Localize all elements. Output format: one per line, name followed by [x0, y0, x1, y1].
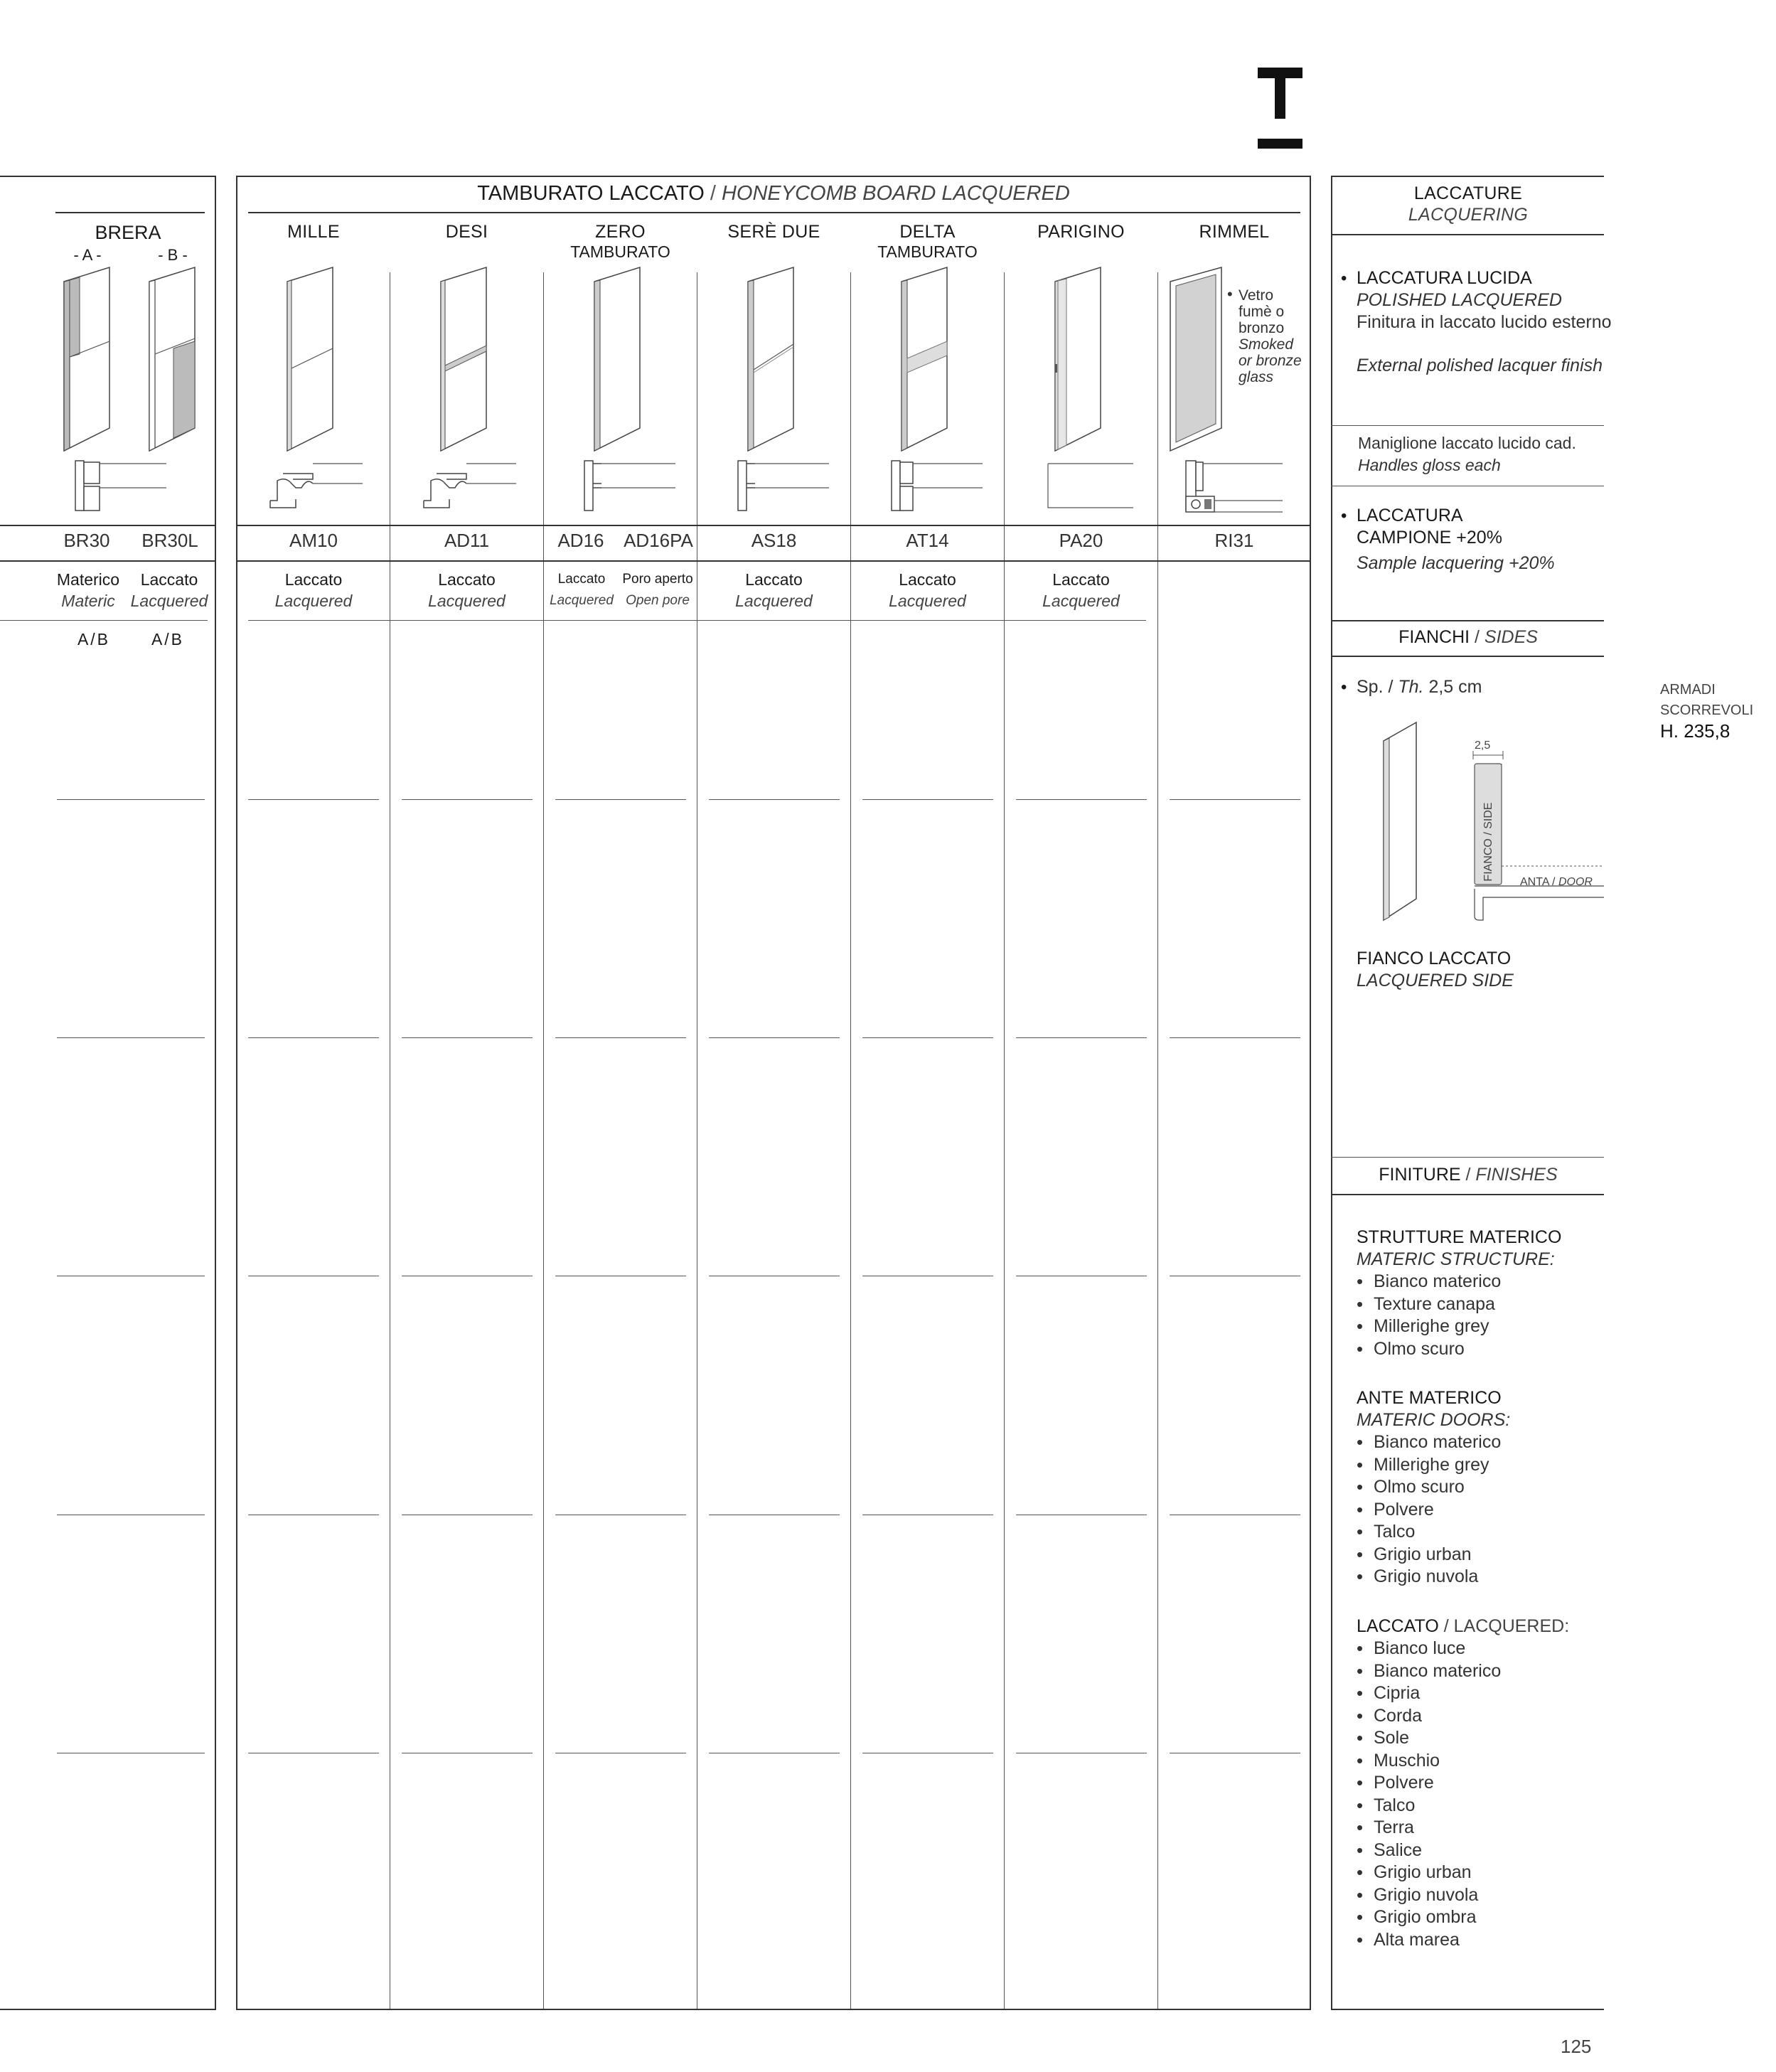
list-item: • Grigio urban — [1357, 1862, 1501, 1884]
list-item: • Grigio urban — [1357, 1544, 1501, 1566]
laccato-title — [1357, 1616, 1569, 1638]
finiture-separator: / — [1460, 1165, 1476, 1185]
rimmel-note-it-2: fumè o — [1239, 304, 1285, 320]
model-delta: DELTA — [899, 222, 956, 242]
laccato-en: / LACQUERED: — [1438, 1616, 1570, 1636]
zero-profile-drawing — [580, 459, 680, 516]
model-zero-sub: TAMBURATO — [570, 242, 670, 261]
ante-subtitle: MATERIC DOORS: — [1357, 1410, 1511, 1430]
model-mille: MILLE — [287, 222, 340, 242]
lucida-description-en: External polished lacquer finish — [1357, 356, 1603, 375]
brera-b-door-illustration — [145, 265, 202, 456]
side-tab-line-2: SCORREVOLI — [1660, 703, 1754, 718]
page-number: 125 — [1561, 2036, 1592, 2057]
list-item: • Grigio nuvola — [1357, 1566, 1501, 1588]
list-item: • Talco — [1357, 1521, 1501, 1544]
desi-door-illustration — [437, 265, 493, 456]
fianchi-title — [1332, 627, 1604, 648]
finiture-en: FINISHES — [1475, 1165, 1558, 1185]
lucida-subtitle: POLISHED LACQUERED — [1357, 290, 1562, 310]
finiture-it: FINITURE — [1379, 1165, 1461, 1185]
strutture-subtitle: MATERIC STRUCTURE: — [1357, 1249, 1555, 1269]
zero-door-illustration — [590, 265, 647, 456]
side-tab — [1660, 680, 1753, 742]
delta-door-illustration — [897, 265, 954, 456]
fianco-subtitle: LACQUERED SIDE — [1357, 971, 1514, 990]
model-zero: ZERO — [595, 222, 646, 242]
finish-laccato: Laccato — [557, 572, 606, 587]
list-item: • Olmo scuro — [1357, 1476, 1501, 1499]
desi-profile-drawing — [421, 459, 520, 516]
section-title-en: HONEYCOMB BOARD LACQUERED — [721, 182, 1070, 205]
finish-lacquered: Lacquered — [428, 592, 505, 610]
door-label — [1520, 876, 1593, 889]
rimmel-note-it-1: Vetro — [1239, 287, 1274, 304]
list-item: • Bianco materico — [1357, 1660, 1501, 1683]
thickness-value: 2,5 cm — [1423, 677, 1482, 697]
rimmel-note: • Vetro fumè o bronzo Smoked or bronze glass — [1227, 287, 1305, 385]
finish-laccato: Laccato — [745, 570, 803, 589]
thickness-text — [1357, 676, 1482, 698]
brera-title: BRERA — [95, 222, 161, 243]
laccato-list — [1357, 1638, 1501, 1951]
finish-lacquered: Lacquered — [735, 592, 813, 610]
rimmel-door-illustration — [1166, 265, 1230, 456]
list-item: • Grigio nuvola — [1357, 1884, 1501, 1907]
list-item: • Polvere — [1357, 1499, 1501, 1522]
rimmel-note-en-2: or bronze — [1239, 353, 1302, 369]
list-item: • Alta marea — [1357, 1929, 1501, 1952]
finish-lacquered: Lacquered — [1042, 592, 1120, 610]
ante-list — [1357, 1431, 1501, 1588]
fianchi-en: SIDES — [1484, 627, 1538, 647]
list-item: • Olmo scuro — [1357, 1338, 1501, 1361]
rimmel-note-en-3: glass — [1239, 369, 1274, 385]
campione-title-2: CAMPIONE +20% — [1357, 528, 1502, 548]
door-label-it: ANTA / — [1520, 876, 1558, 888]
code-ri31: RI31 — [1214, 530, 1254, 551]
campione-subtitle: Sample lacquering +20% — [1357, 553, 1555, 573]
side-panel-illustration — [1379, 720, 1429, 926]
code-ad16pa: AD16PA — [624, 530, 693, 551]
rimmel-note-en-1: Smoked — [1239, 336, 1294, 353]
side-tab-line-3: H. 235,8 — [1660, 720, 1730, 742]
brera-variant-b: - B - — [158, 246, 188, 264]
laccature-subtitle: LACQUERING — [1408, 205, 1529, 225]
parigino-door-illustration — [1051, 265, 1108, 456]
finish-materic: Materic — [61, 592, 115, 610]
door-label-en: DOOR — [1558, 876, 1593, 888]
rimmel-note-it-3: bronzo — [1239, 320, 1285, 336]
finish-laccato: Laccato — [140, 570, 198, 589]
delta-profile-drawing — [887, 459, 987, 516]
sere-due-door-illustration — [744, 265, 801, 456]
title-separator: / — [704, 182, 722, 205]
fianchi-it: FIANCHI — [1398, 627, 1470, 647]
list-item: • Terra — [1357, 1817, 1501, 1839]
maniglione-text-en: Handles gloss each — [1358, 456, 1501, 474]
side-label: FIANCO / SIDE — [1482, 802, 1494, 882]
code-am10: AM10 — [289, 530, 338, 551]
code-at14: AT14 — [906, 530, 949, 551]
code-ad11: AD11 — [444, 530, 490, 551]
parigino-profile-drawing — [1041, 459, 1140, 516]
list-item: • Polvere — [1357, 1772, 1501, 1795]
finish-poro-aperto: Poro aperto — [622, 572, 693, 587]
campione-title-1: LACCATURA — [1357, 506, 1463, 525]
finish-laccato: Laccato — [284, 570, 343, 589]
laccato-it: LACCATO — [1357, 1616, 1439, 1636]
model-sere-due: SERÈ DUE — [727, 222, 820, 242]
list-item: • Muschio — [1357, 1750, 1501, 1773]
list-item: • Corda — [1357, 1705, 1501, 1728]
list-item: • Bianco materico — [1357, 1271, 1501, 1293]
mille-profile-drawing — [267, 459, 367, 516]
brera-profile-drawing — [71, 459, 171, 516]
thickness-prefix: Sp. / — [1357, 677, 1398, 697]
finish-open-pore: Open pore — [626, 593, 690, 608]
list-item: • Millerighe grey — [1357, 1454, 1501, 1477]
brera-variant-a: - A - — [73, 246, 102, 264]
lucida-description: Finitura in laccato lucido esterno — [1357, 312, 1612, 332]
thickness-th: Th. — [1398, 677, 1424, 697]
list-item: • Bianco materico — [1357, 1431, 1501, 1454]
finiture-title — [1332, 1165, 1604, 1185]
fianchi-separator: / — [1470, 627, 1485, 647]
strutture-list — [1357, 1271, 1501, 1360]
list-item: • Bianco luce — [1357, 1638, 1501, 1660]
finish-lacquered: Lacquered — [889, 592, 966, 610]
code-as18: AS18 — [751, 530, 797, 551]
finish-laccato: Laccato — [899, 570, 956, 589]
code-ad16: AD16 — [557, 530, 604, 551]
maniglione-text: Maniglione laccato lucido cad. — [1358, 434, 1576, 452]
list-item: • Cipria — [1357, 1682, 1501, 1705]
lucida-title: LACCATURA LUCIDA — [1357, 268, 1532, 288]
strutture-title: STRUTTURE MATERICO — [1357, 1227, 1562, 1247]
list-item: • Millerighe grey — [1357, 1315, 1501, 1338]
section-title — [236, 182, 1311, 205]
code-br30l: BR30L — [141, 530, 198, 551]
code-br30: BR30 — [63, 530, 110, 551]
finish-laccato: Laccato — [438, 570, 496, 589]
list-item: • Texture canapa — [1357, 1293, 1501, 1316]
ante-title: ANTE MATERICO — [1357, 1388, 1502, 1408]
brera-a-door-illustration — [60, 265, 117, 456]
mille-door-illustration — [283, 265, 340, 456]
side-section-drawing — [1457, 739, 1604, 924]
laccature-title: LACCATURE — [1413, 183, 1523, 203]
finish-lacquered: Lacquered — [274, 592, 353, 610]
code-pa20: PA20 — [1059, 530, 1103, 551]
list-item: • Sole — [1357, 1727, 1501, 1750]
fianco-title: FIANCO LACCATO — [1357, 949, 1512, 968]
model-parigino: PARIGINO — [1037, 222, 1125, 242]
list-item: • Grigio ombra — [1357, 1906, 1501, 1929]
finish-lacquered: Lacquered — [130, 592, 208, 610]
section-title-it: TAMBURATO LACCATO — [477, 182, 705, 205]
finish-laccato: Laccato — [1052, 570, 1110, 589]
ab-label: A/B — [77, 630, 111, 648]
side-tab-line-1: ARMADI — [1660, 682, 1716, 698]
ab-label: A/B — [151, 630, 185, 648]
model-rimmel: RIMMEL — [1199, 222, 1270, 242]
model-desi: DESI — [445, 222, 488, 242]
model-delta-sub: TAMBURATO — [877, 242, 978, 261]
dimension-label: 2,5 — [1475, 739, 1491, 752]
rimmel-profile-drawing — [1183, 458, 1304, 519]
finish-lacquered: Lacquered — [550, 593, 614, 608]
sere-due-profile-drawing — [734, 459, 833, 516]
finish-materico: Materico — [56, 570, 120, 589]
list-item: • Salice — [1357, 1839, 1501, 1862]
list-item: • Talco — [1357, 1795, 1501, 1817]
